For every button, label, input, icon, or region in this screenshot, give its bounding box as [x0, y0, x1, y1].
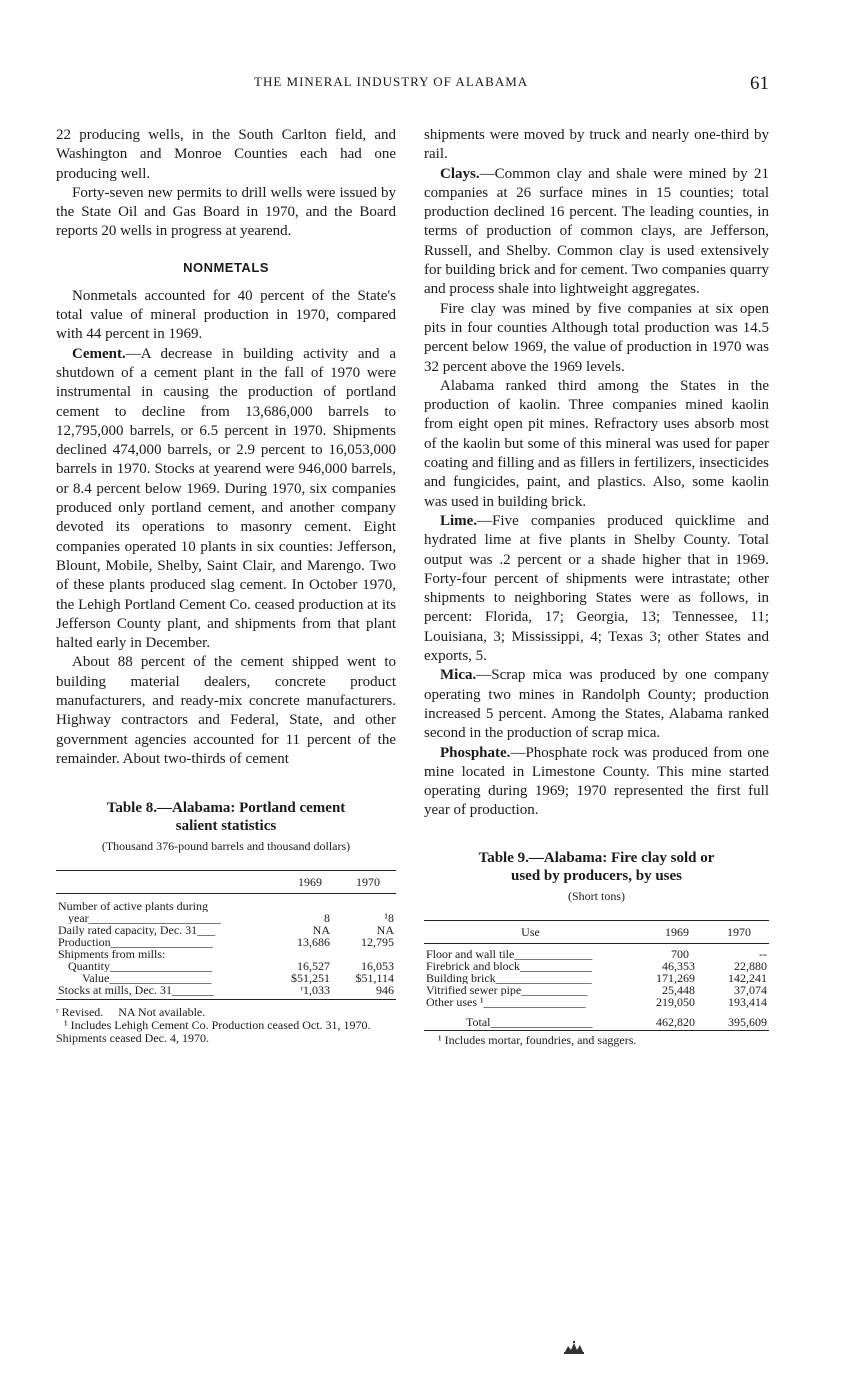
page-number: 61 — [750, 73, 769, 94]
table-subtitle: (Short tons) — [568, 888, 625, 903]
paragraph-body: —Scrap mica was produced by one company operating two mines in Randolph County; production increased 5 percent. Among the States, Alabama ranked second in the production of scrap mica. — [424, 667, 769, 742]
row-label: Floor and wall tile_____________ — [426, 946, 593, 960]
table-8-grid — [56, 870, 396, 1000]
table-row — [56, 984, 396, 1000]
column-header-label — [56, 871, 270, 894]
table-row — [56, 972, 396, 984]
paragraph-phosphate — [424, 744, 769, 821]
row-label: Total_________________ — [424, 1008, 637, 1031]
table-total-row — [424, 1008, 769, 1031]
column-header-1970: 1970 — [332, 871, 396, 894]
cell-1969: $51,251 — [291, 971, 330, 986]
column-header-1969: 1969 — [270, 871, 332, 894]
table-8 — [56, 799, 396, 1045]
row-label-text: Total — [466, 1014, 491, 1029]
cell-1970: 395,609 — [697, 1008, 769, 1031]
paragraph: Fire clay was mined by five companies at six open pits in four counties Although total production was 14.5 percent below 1969, the value of production in 1970 was 32 percent above the 1969 levels. — [424, 300, 769, 375]
row-label: Building brick________________ — [426, 971, 592, 984]
paragraph-cement — [56, 345, 396, 654]
cell-1970 — [332, 894, 396, 913]
table-9-grid — [424, 920, 769, 1031]
cell-1969: 171,269 — [656, 970, 695, 985]
cell-1970: $51,114 — [355, 971, 394, 986]
cell-1969: ʳ1,033 — [270, 984, 332, 1000]
paragraph-mica — [424, 666, 769, 743]
cell-1969: 13,686 — [297, 935, 330, 950]
table-row — [56, 948, 396, 960]
table-row — [56, 894, 396, 913]
run-in-heading: Mica. — [440, 667, 477, 684]
section-heading: NONMETALS — [183, 259, 269, 275]
row-label: Daily rated capacity, Dec. 31___ — [58, 924, 216, 937]
table-row — [424, 943, 769, 960]
cell-1969: 462,820 — [637, 1008, 697, 1031]
cell-1970: NA — [376, 923, 394, 938]
row-label-text: Other uses ¹ — [426, 995, 484, 1008]
table-footnotes — [56, 1006, 396, 1045]
row-label: Production_________________ — [58, 936, 213, 949]
table-row — [56, 912, 396, 924]
row-label: Value_________________ — [82, 972, 212, 985]
paragraph-body: —Common clay and shale were mined by 21 companies at 26 surface mines in 15 counties; total production declined 16 percent. The leading counties, in terms of production of common clays, are Jefferson, Russell, and Shelby. Common clay is used extensively for building brick and for cement. Two companies quarry and process shale into lightweight aggregates. — [424, 165, 769, 298]
row-label-text: Value — [82, 972, 110, 985]
cell-1970: 16,053 — [361, 959, 394, 974]
run-in-heading: Phosphate. — [440, 744, 511, 761]
table-row — [56, 960, 396, 972]
table-header-row — [424, 920, 769, 943]
cell-1970: 142,241 — [728, 970, 767, 985]
table-row — [424, 984, 769, 996]
row-label-text: Firebrick and block — [426, 959, 520, 972]
cell-1969: 8 — [324, 911, 330, 926]
table-9 — [424, 849, 769, 1047]
table-footnote: ¹ Includes mortar, foundries, and saggers. — [438, 1032, 637, 1047]
printer-ornament-graphic — [562, 1340, 588, 1356]
cell-1969: 46,353 — [662, 958, 695, 973]
row-label: Shipments from mills: — [58, 948, 166, 961]
table-title — [424, 849, 769, 885]
cell-1970: 22,880 — [734, 958, 767, 973]
cell-1969: 25,448 — [662, 982, 695, 997]
left-column — [56, 126, 396, 1045]
row-label-text: Stocks at mills, Dec. 31 — [58, 984, 172, 998]
row-label-text: Building brick — [426, 971, 496, 984]
cell-1969 — [270, 894, 332, 913]
table-row — [56, 924, 396, 936]
row-label-text: Vitrified sewer pipe — [426, 983, 522, 996]
table-title-line: salient statistics — [175, 818, 277, 835]
paragraph-clays — [424, 165, 769, 300]
table-row — [424, 996, 769, 1008]
paragraph-body: —Phosphate rock was produced from one mine located in Limestone County. This mine started operating during 1969; 1970 represented the first full year of production. — [424, 744, 769, 819]
row-label-text: Production — [58, 936, 111, 949]
paragraph: About 88 percent of the cement shipped went to building material dealers, concrete product manufacturers, and ready-mix concrete manufacturers. Highway contractors and Federal, State, and other government agencies accounted for 11 percent of the remainder. About two-thirds of cement — [56, 654, 396, 767]
right-column — [424, 126, 769, 1047]
column-header-use: Use — [424, 920, 637, 943]
cell-1970: 12,795 — [361, 935, 394, 950]
row-label-text: year — [68, 912, 89, 925]
row-label-text: Floor and wall tile — [426, 946, 515, 960]
cell-1969: NA — [312, 923, 330, 938]
table-title-line: Table 8.—Alabama: Portland cement — [106, 800, 346, 817]
row-label-text: Quantity — [68, 960, 110, 973]
row-label: Quantity_________________ — [68, 960, 212, 973]
table-subtitle: (Thousand 376-pound barrels and thousand dollars) — [101, 839, 351, 854]
paragraph: shipments were moved by truck and nearly one-third by rail. — [424, 127, 769, 163]
cell-1970: 193,414 — [728, 994, 767, 1009]
table-row — [56, 936, 396, 948]
paragraph-body: —Five companies produced quicklime and hydrated lime at five plants in Shelby County. Total output was .2 percent or a shade higher that in 1969. Forty-four percent of shipments were intrastate; other shipments to neighboring States were as follows, in percent: Florida, 17; Georgia, 13; Tennessee, 11; Louisiana, 3; Mississippi, 4; Texas 3; other States and exports, 5. — [424, 512, 769, 665]
paragraph-lime — [424, 512, 769, 666]
cell-1969: 16,527 — [297, 959, 330, 974]
row-label: year______________________ — [68, 912, 221, 925]
run-in-heading: Cement. — [72, 345, 126, 362]
row-label: Stocks at mills, Dec. 31_______ — [56, 984, 270, 1000]
table-title-line: Table 9.—Alabama: Fire clay sold or — [478, 849, 715, 866]
run-in-heading: Clays. — [440, 165, 480, 182]
footnote: ¹ Includes Lehigh Cement Co. Production ceased Oct. 31, 1970. Shipments ceased Dec. 4, 1970. — [56, 1018, 371, 1046]
paragraph: Nonmetals accounted for 40 percent of the State's total value of mineral production in 1970, compared with 44 percent in 1969. — [56, 287, 396, 343]
table-title-line: used by producers, by uses — [510, 867, 682, 884]
table-row — [424, 960, 769, 972]
table-row — [424, 972, 769, 984]
row-label-text: Daily rated capacity, Dec. 31 — [58, 924, 198, 937]
row-label: Other uses ¹_________________ — [426, 995, 586, 1008]
run-in-heading: Lime. — [440, 512, 478, 529]
cell-1970: 37,074 — [734, 982, 767, 997]
footnote: ʳ Revised. NA Not available. — [56, 1005, 206, 1020]
row-label: Number of active plants during — [58, 899, 208, 913]
paragraph-body: —A decrease in building activity and a shutdown of a cement plant in the fall of 1970 were instrumental in causing the production of portland cement to decline from 13,686,000 barrels to 12,795,000 barrels, or 6.5 percent in 1970. Shipments declined 474,000 barrels, or 2.9 percent to 16,053,000 barrels in 1970. Stocks at yearend were 946,000 barrels, or 8.4 percent below 1969. During 1970, six companies produced only portland cement, and another company devoted its operations to masonry cement. Eight companies operated 10 plants in six counties: Jefferson, Blount, Mobile, Shelby, Saint Clair, and Marengo. Two of these plants produced slag cement. In October 1970, the Lehigh Portland Cement Co. ceased production at its Jefferson County plant, and shipments from that plant halted early in December. — [56, 345, 396, 652]
row-label: Firebrick and block____________ — [426, 959, 592, 972]
running-title: THE MINERAL INDUSTRY OF ALABAMA — [254, 74, 529, 89]
cell-1970: 946 — [332, 984, 396, 1000]
cell-1970: -- — [759, 946, 767, 961]
cell-1970: ¹8 — [384, 911, 394, 926]
cell-1969: 700 — [671, 946, 689, 961]
paragraph: Forty-seven new permits to drill wells were issued by the State Oil and Gas Board in 1970, and the Board reports 20 wells in progress at yearend. — [56, 184, 396, 240]
table-header-row — [56, 871, 396, 894]
column-header-1970: 1970 — [697, 920, 769, 943]
printer-ornament-icon — [562, 1340, 588, 1360]
column-header-1969: 1969 — [637, 920, 697, 943]
paragraph: 22 producing wells, in the South Carlton field, and Washington and Monroe Counties each had one producing well. — [56, 127, 396, 182]
cell-1969: 219,050 — [656, 994, 695, 1009]
row-label: Vitrified sewer pipe___________ — [426, 983, 588, 996]
table-title — [56, 799, 396, 835]
paragraph: Alabama ranked third among the States in the production of kaolin. Three companies mined kaolin from eight open pit mines. Refractory uses absorb most of the kaolin but some of this mineral was used for paper coating and filling and as fillers in fertilizers, insecticides and fungicides, paint, and plastics. Also, some kaolin was used in building brick. — [424, 377, 769, 510]
